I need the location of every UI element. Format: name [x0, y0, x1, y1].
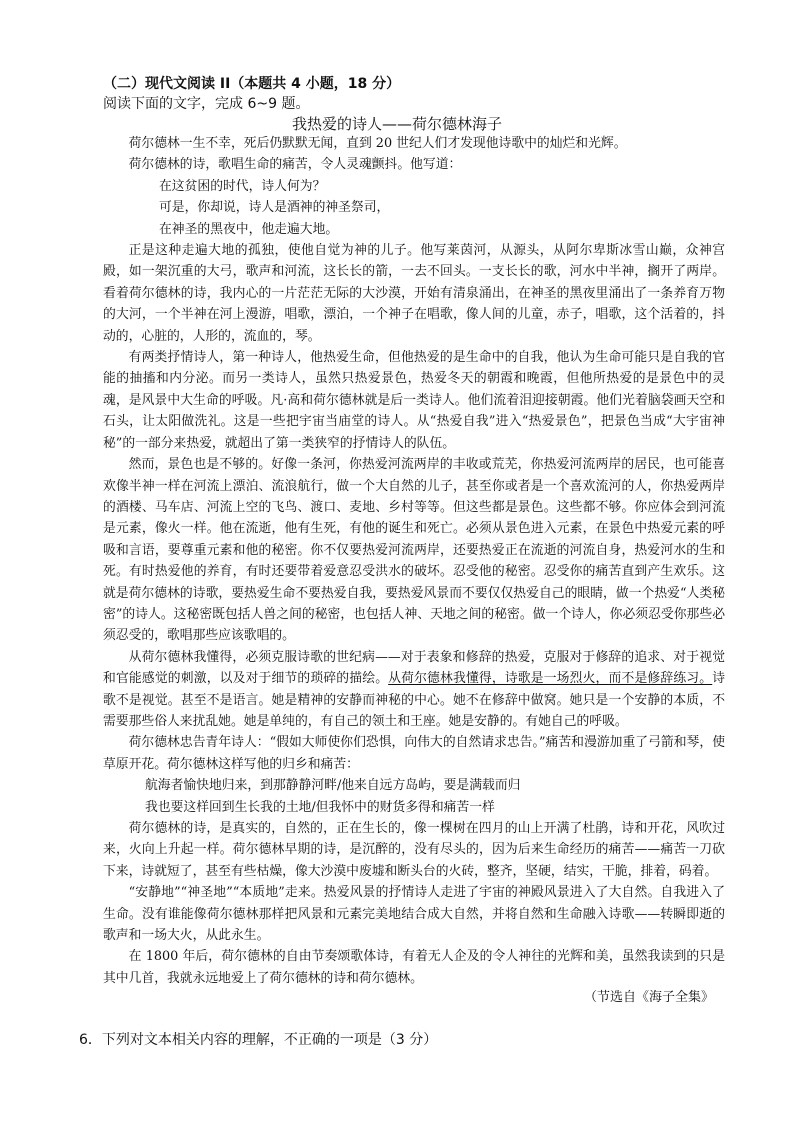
- question-6: 6．下列对文本相关内容的理解，不正确的一项是（3 分）: [79, 1032, 438, 1048]
- poem-quote-line-2: 我也要这样回到生长我的土地/但我怀中的财货多得和痛苦一样: [145, 799, 495, 815]
- poem-quote-line-1: 航海者愉快地归来，到那静静河畔/他来自远方岛屿，要是满载而归: [145, 778, 521, 794]
- poem-line-3: 在神圣的黑夜中，他走遍大地。: [159, 221, 339, 237]
- paragraph-3: 正是这种走遍大地的孤独，使他自觉为神的儿子。他写莱茵河，从源头，从阿尔卑斯冰雪山巅，众神宫殿，如一架沉重的大弓，歌声和河流，这长长的箭，一去不回头。一支长长的歌，河水中半神，搁开了两岸。看着荷尔德林的诗，我内心的一片茫茫无际的大沙漠，开始有清泉涌出，在神圣的黑夜里涌出了一条养育万物的大河，一个半神在河上漫游，唱歌，漂泊，一个神子在唱歌，像人间的儿童，赤子，唱歌，这个活着的，抖动的，心脏的，人形的，流血的，琴。: [103, 243, 725, 344]
- underlined-sentence: 从荷尔德林我懂得，诗歌是一场烈火，而不是修辞练习。: [388, 671, 713, 687]
- paragraph-1: 荷尔德林一生不幸，死后仍默默无闻，直到 20 世纪人们才发现他诗歌中的灿烂和光辉。: [128, 136, 627, 151]
- paragraph-8: 荷尔德林的诗，是真实的，自然的，正在生长的，像一棵树在四月的山上开满了杜鹃，诗和开花，风吹过来，火向上升起一样。荷尔德林早期的诗，是沉醉的，没有尽头的，因为后来生命经历的痛苦——痛苦一刀砍下来，诗就短了，甚至有些枯燥，像大沙漠中废墟和断头台的火砖，整齐，坚硬，结实，干脆，排着，码着。: [103, 821, 725, 879]
- section-heading: （二）现代文阅读 II（本题共 4 小题，18 分）: [103, 76, 401, 92]
- reading-instruction: 阅读下面的文字，完成 6~9 题。: [103, 96, 310, 112]
- article-body: [103, 133, 725, 989]
- source-note: （节选自《海子全集》: [583, 990, 714, 1005]
- paragraph-4: 有两类抒情诗人，第一种诗人，他热爱生命，但他热爱的是生命中的自我，他认为生命可能只是自我的官能的抽搐和内分泌。而另一类诗人，虽然只热爱景色，热爱冬天的朝霞和晚霞，但他所热爱的是景色中的灵魂，是风景中大生命的呼吸。凡·高和荷尔德林就是后一类诗人。他们流着泪迎接朝霞。他们光着脑袋画天空和石头，让太阳做洗礼。这是一些把宇宙当庙堂的诗人。从“热爱自我”进入“热爱景色”，把景色当成“大宇宙神秘”的一部分来热爱，就超出了第一类狭窄的抒情诗人的队伍。: [103, 350, 725, 451]
- paragraph-6-lead: 从荷尔德林我懂得，必须克服诗歌的世纪病——对于表象和修辞的热爱，克服对于修辞的追求、对于视觉和官能感觉的刺激，以及对于细节的琐碎的描绘。: [103, 649, 725, 687]
- article-title: 我热爱的诗人——荷尔德林海子: [291, 115, 502, 133]
- paragraph-9: “安静地”“神圣地”“本质地”走来。热爱风景的抒情诗人走进了宇宙的神殿风景进入了大自然。自我进入了生命。没有谁能像荷尔德林那样把风景和元素完美地结合成大自然，并将自然和生命融入诗歌——转瞬即逝的歌声和一场大火，从此永生。: [103, 885, 725, 944]
- poem-line-1: 在这贫困的时代，诗人何为？: [159, 178, 326, 194]
- paragraph-2: 荷尔德林的诗，歌唱生命的痛苦，令人灵魂颤抖。他写道：: [128, 157, 462, 173]
- paragraph-6-tail: 诗歌不是视觉。甚至不是语言。她是精神的安静而神秘的中心。她不在修辞中做窝。她只是一个安静的本质，不需要那些俗人来扰乱她。她是单纯的，有自己的领土和王座。她是安静的。有她自己的呼吸。: [103, 671, 726, 729]
- paragraph-6: [103, 647, 725, 733]
- paragraph-5: 然而，景色也是不够的。好像一条河，你热爱河流两岸的丰收或荒芜，你热爱河流两岸的居民，也可能喜欢像半神一样在河流上漂泊、流浪航行，做一个大自然的儿子，甚至你或者是一个喜欢流河的人，你热爱两岸的酒楼、马车店、河流上空的飞鸟、渡口、麦地、乡村等等。但这些都是景色。这些都不够。你应体会到河流是元素，像火一样。他在流逝，他有生死，有他的诞生和死亡。必须从景色进入元素，在景色中热爱元素的呼吸和言语，要尊重元素和他的秘密。你不仅要热爱河流两岸，还要热爱正在流逝的河流自身，热爱河水的生和死。有时热爱他的养育，有时还要带着爱意忍受洪水的破坏。忍受他的秘密。忍受你的痛苦直到产生欢乐。这就是荷尔德林的诗歌，要热爱生命不要热爱自我，要热爱风景而不要仅仅热爱自己的眼睛，做一个热爱“人类秘密”的诗人。这秘密既包括人兽之间的秘密，也包括人神、天地之间的秘密。做一个诗人，你必须忍受你那些必须忍受的，歌唱那些应该歌唱的。: [103, 457, 725, 644]
- paragraph-7: 荷尔德林忠告青年诗人：“假如大师使你们恐惧，向伟大的自然请求忠告。”痛苦和漫游加重了弓箭和琴，使草原开花。荷尔德林这样写他的归乡和痛苦：: [103, 735, 725, 772]
- poem-line-2: 可是，你却说，诗人是酒神的神圣祭司，: [159, 200, 390, 216]
- paragraph-10: 在 1800 年后，荷尔德林的自由节奏颂歌体诗，有着无人企及的令人神往的光辉和美，虽然我读到的只是其中几首，我就永远地爱上了荷尔德林的诗和荷尔德林。: [103, 949, 725, 986]
